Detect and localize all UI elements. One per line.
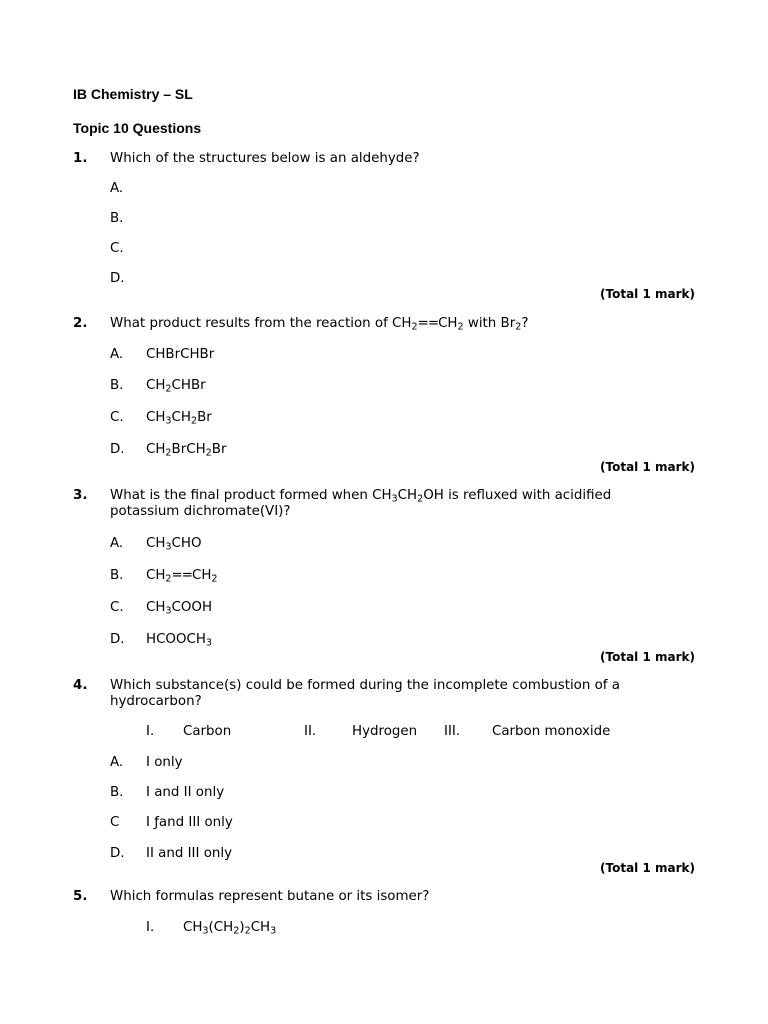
option-c-text: I ƒand III only xyxy=(146,815,233,830)
total-marks: (Total 1 mark) xyxy=(600,287,695,301)
roman-i: I. xyxy=(146,724,155,739)
option-b-label: B. xyxy=(110,785,124,800)
option-c-label: C. xyxy=(110,241,124,256)
item-hydrogen: Hydrogen xyxy=(352,724,418,739)
roman-iii: III. xyxy=(444,724,461,739)
option-a-label: A. xyxy=(110,181,124,196)
question-number: 5. xyxy=(73,889,88,904)
option-a-label: A. xyxy=(110,347,124,362)
option-d-label: D. xyxy=(110,271,125,286)
question-number: 2. xyxy=(73,316,88,331)
option-d-label: D. xyxy=(110,632,125,647)
question-text: What is the final product formed when $CH_3CH_2OH$ is refluxed with acidified potassium dichromate(VI)? xyxy=(110,488,612,519)
total-marks: (Total 1 mark) xyxy=(600,861,695,875)
question-text: Which formulas represent butane or its isomer? xyxy=(110,889,430,904)
option-d-label: D. xyxy=(110,442,125,457)
option-b-label: B. xyxy=(110,378,124,393)
roman-i: I. xyxy=(146,920,155,935)
option-b-text: $CH_2==CH_2$ xyxy=(146,568,218,585)
option-b-text: I and II only xyxy=(146,785,225,800)
question-number: 1. xyxy=(73,151,88,166)
total-marks: (Total 1 mark) xyxy=(600,650,695,664)
item-carbon: Carbon xyxy=(183,724,232,739)
option-c-text: $CH_3CH_2Br$ xyxy=(146,410,212,427)
question-number: 3. xyxy=(73,488,88,503)
option-a-text: $CH_3CHO$ xyxy=(146,536,202,553)
course-title: IB Chemistry – SL xyxy=(73,86,193,102)
question-text: What product results from the reaction of $CH_2==CH_2$ with $Br_2$? xyxy=(110,316,529,333)
option-c-label: C. xyxy=(110,410,124,425)
formula-i: $CH_3(CH_2)_2CH_3$ xyxy=(183,920,277,937)
topic-title: Topic 10 Questions xyxy=(73,120,202,136)
option-d-label: D. xyxy=(110,846,125,861)
question-text: Which substance(s) could be formed during the incomplete combustion of a hydrocarbon? xyxy=(110,678,620,709)
option-a-text: CHBrCHBr xyxy=(146,347,215,362)
option-d-text: $HCOOCH_3$ xyxy=(146,632,213,649)
roman-ii: II. xyxy=(304,724,317,739)
option-a-label: A. xyxy=(110,536,124,551)
option-a-text: I only xyxy=(146,755,183,770)
option-c-label: C xyxy=(110,815,120,830)
item-carbon-monoxide: Carbon monoxide xyxy=(492,724,611,739)
question-text: Which of the structures below is an aldehyde? xyxy=(110,151,420,166)
option-c-label: C. xyxy=(110,600,124,615)
option-b-label: B. xyxy=(110,568,124,583)
total-marks: (Total 1 mark) xyxy=(600,460,695,474)
option-b-label: B. xyxy=(110,211,124,226)
question-number: 4. xyxy=(73,678,88,693)
option-d-text: $CH_2BrCH_2Br$ xyxy=(146,442,227,459)
option-b-text: $CH_2CHBr$ xyxy=(146,378,206,395)
option-a-label: A. xyxy=(110,755,124,770)
option-d-text: II and III only xyxy=(146,846,233,861)
option-c-text: $CH_3COOH$ xyxy=(146,600,213,617)
